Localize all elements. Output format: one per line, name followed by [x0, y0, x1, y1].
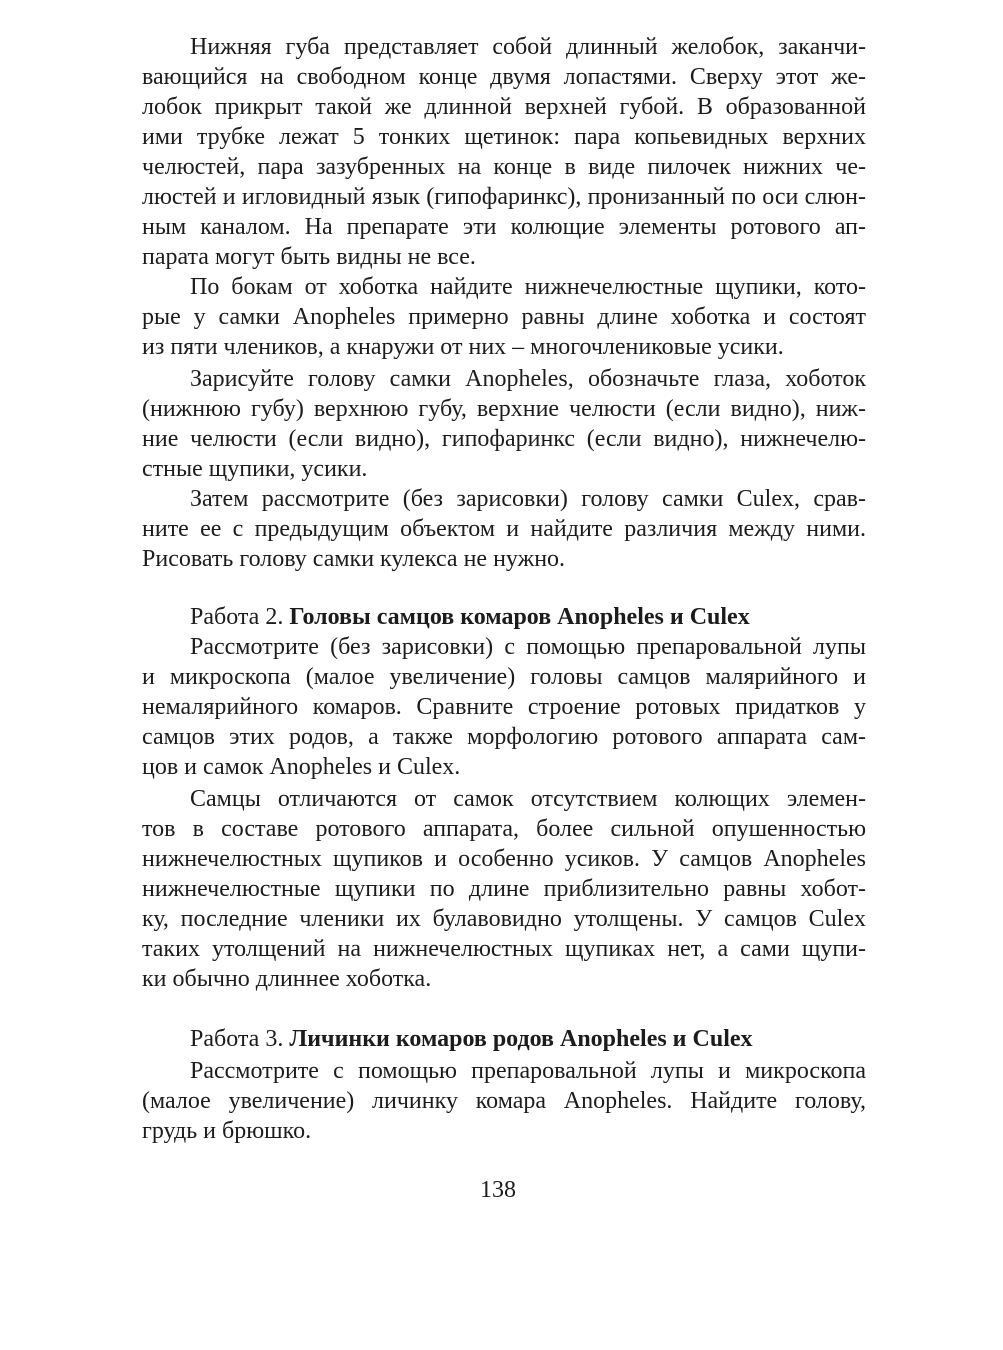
text-line: (нижнюю губу) верхнюю губу, верхние челюсти (если видно), ниж-	[142, 396, 866, 422]
text-line: парата могут быть видны не все.	[142, 244, 476, 270]
text-line: и микроскопа (малое увеличение) головы самцов малярийного и	[142, 664, 866, 690]
text-line: ние челюсти (если видно), гипофаринкс (если видно), нижнечелю-	[142, 426, 866, 452]
text-line: нижнечелюстные щупики по длине приблизительно равны хобот-	[142, 876, 866, 902]
text-line: цов и самок Anopheles и Culex.	[142, 754, 461, 780]
text-line: Зарисуйте голову самки Anopheles, обозначьте глаза, хоботок	[190, 366, 866, 392]
text-line: Затем рассмотрите (без зарисовки) голову самки Culex, срав-	[190, 486, 866, 512]
section-heading	[190, 602, 750, 632]
text-line: ими трубке лежат 5 тонких щетинок: пара копьевидных верхних	[142, 124, 866, 150]
text-line: ки обычно длиннее хоботка.	[142, 966, 432, 992]
page-number: 138	[480, 1177, 516, 1203]
text-line: вающийся на свободном конце двумя лопастями. Сверху этот же-	[142, 64, 866, 90]
text-line: ным каналом. На препарате эти колющие элементы ротового ап-	[142, 214, 866, 240]
text-line: (малое увеличение) личинку комара Anopheles. Найдите голову,	[142, 1088, 866, 1114]
text-line: немалярийного комаров. Сравните строение ротовых придатков у	[142, 694, 866, 720]
text-line: лобок прикрыт такой же длинной верхней губой. В образованной	[142, 94, 866, 120]
text-line: рые у самки Anopheles примерно равны длине хоботка и состоят	[142, 304, 866, 330]
text-line: таких утолщений на нижнечелюстных щупиках нет, а сами щупи-	[142, 936, 866, 962]
text-line: Нижняя губа представляет собой длинный желобок, заканчи-	[190, 34, 866, 60]
text-line: самцов этих родов, а также морфологию ротового аппарата сам-	[142, 724, 866, 750]
text-line: Рассмотрите (без зарисовки) с помощью препаровальной лупы	[190, 634, 866, 660]
text-line: Самцы отличаются от самок отсутствием колющих элемен-	[190, 786, 866, 812]
text-line: нижнечелюстных щупиков и особенно усиков. У самцов Anopheles	[142, 846, 866, 872]
text-line: ните ее с предыдущим объектом и найдите различия между ними.	[142, 516, 866, 542]
heading-title: Личинки комаров родов Anopheles и Culex	[289, 1026, 753, 1052]
text-line: По бокам от хоботка найдите нижнечелюстные щупики, кото-	[190, 274, 866, 300]
heading-prefix: Работа 3.	[190, 1026, 290, 1052]
text-line: люстей и игловидный язык (гипофаринкс), пронизанный по оси слюн-	[142, 184, 866, 210]
heading-prefix: Работа 2.	[190, 604, 290, 630]
section-heading	[190, 1024, 753, 1054]
text-line: челюстей, пара зазубренных на конце в виде пилочек нижних че-	[142, 154, 866, 180]
text-line: ку, последние членики их булавовидно утолщены. У самцов Culex	[142, 906, 866, 932]
text-line: Рисовать голову самки кулекса не нужно.	[142, 546, 566, 572]
text-line: из пяти члеников, а кнаружи от них – многочлениковые усики.	[142, 334, 784, 360]
text-line: тов в составе ротового аппарата, более сильной опушенностью	[142, 816, 866, 842]
text-line: Рассмотрите с помощью препаровальной лупы и микроскопа	[190, 1058, 866, 1084]
text-line: грудь и брюшко.	[142, 1118, 312, 1144]
text-line: стные щупики, усики.	[142, 456, 368, 482]
heading-title: Головы самцов комаров Anopheles и Culex	[289, 604, 750, 630]
